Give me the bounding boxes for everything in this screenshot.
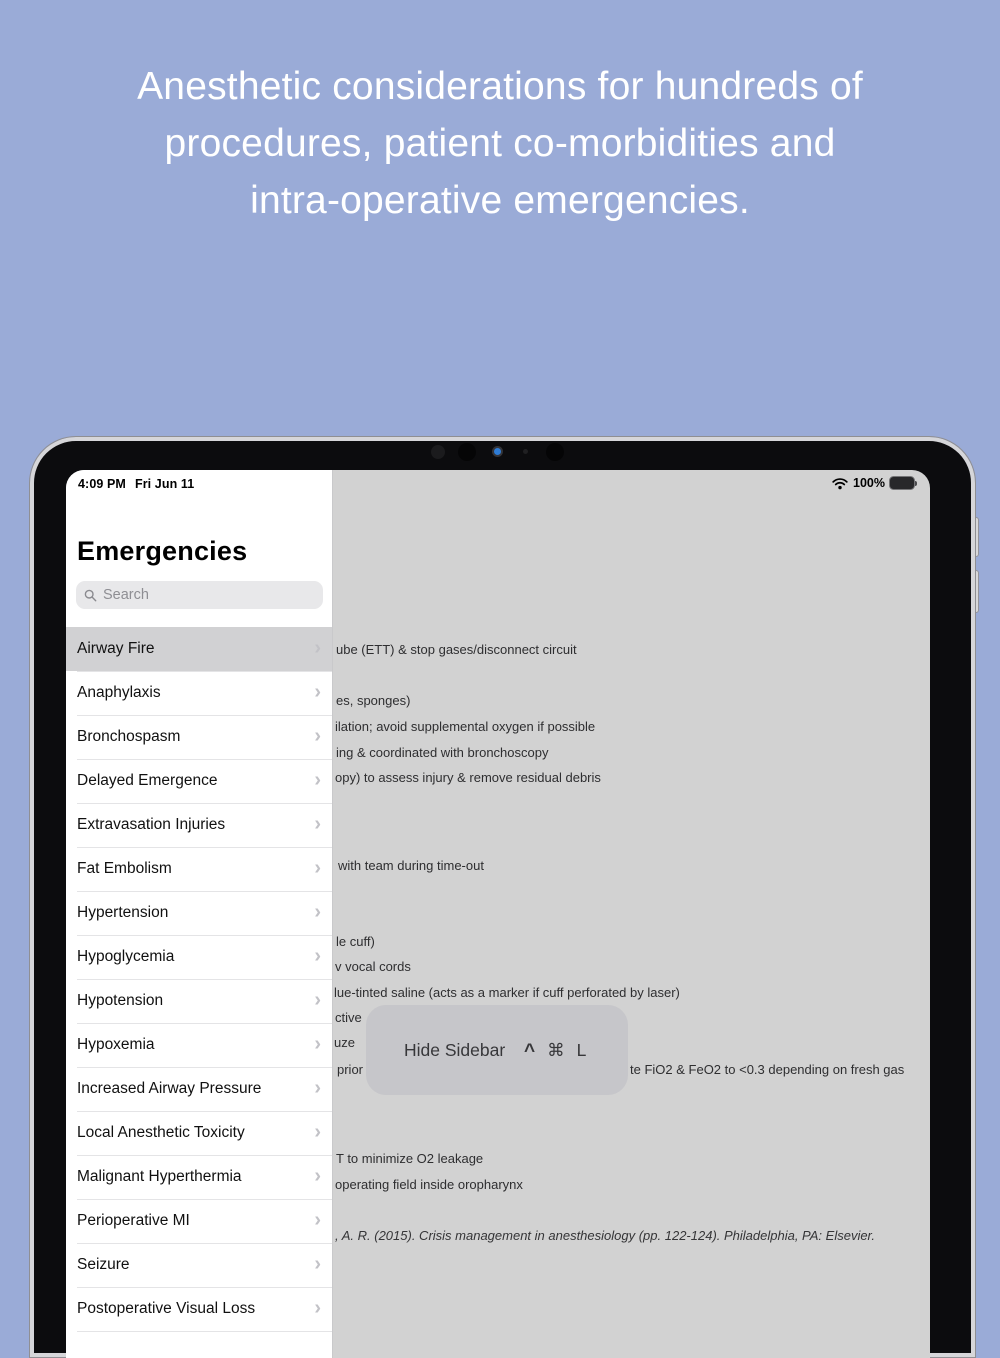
hero-line-2: procedures, patient co-morbidities and bbox=[164, 122, 836, 165]
shortcut-keys bbox=[524, 1005, 586, 1095]
content-text-line: te FiO2 & FeO2 to <0.3 depending on fresh gas bbox=[630, 1062, 905, 1077]
content-text-line: ilation; avoid supplemental oxygen if possible bbox=[335, 719, 596, 734]
chevron-right-icon: › bbox=[314, 945, 321, 967]
status-date: Fri Jun 11 bbox=[134, 477, 195, 491]
chevron-right-icon: › bbox=[314, 989, 321, 1011]
command-key-icon: ⌘ bbox=[547, 1039, 565, 1060]
sidebar bbox=[66, 470, 333, 1358]
search-placeholder: Search bbox=[103, 587, 149, 603]
chevron-right-icon: › bbox=[314, 901, 321, 923]
chevron-right-icon: › bbox=[314, 1077, 321, 1099]
detail-content-pane bbox=[333, 470, 930, 1358]
content-text-line: prior bbox=[337, 1062, 364, 1077]
hero-line-1: Anesthetic considerations for hundreds of bbox=[137, 65, 863, 108]
content-text-line: opy) to assess injury & remove residual debris bbox=[335, 770, 601, 785]
battery-icon bbox=[890, 477, 914, 489]
list-item-extravasation-injuries[interactable]: Extravasation Injuries › bbox=[66, 803, 332, 847]
chevron-right-icon: › bbox=[314, 681, 321, 703]
list-item-delayed-emergence[interactable]: Delayed Emergence › bbox=[66, 759, 332, 803]
search-icon bbox=[84, 589, 97, 602]
chevron-right-icon: › bbox=[314, 1165, 321, 1187]
front-camera-icon bbox=[546, 443, 564, 461]
front-camera-icon bbox=[458, 443, 476, 461]
list-item-hypoxemia[interactable]: Hypoxemia › bbox=[66, 1023, 332, 1067]
hero-headline bbox=[0, 58, 1000, 229]
hide-sidebar-shortcut-popup bbox=[366, 1005, 628, 1095]
battery-percent: 100% bbox=[853, 476, 885, 490]
chevron-right-icon: › bbox=[314, 725, 321, 747]
chevron-right-icon: › bbox=[314, 857, 321, 879]
list-item-hypertension[interactable]: Hypertension › bbox=[66, 891, 332, 935]
list-item-postoperative-visual-loss[interactable]: Postoperative Visual Loss › bbox=[66, 1287, 332, 1331]
content-text-line: v vocal cords bbox=[335, 959, 411, 974]
chevron-right-icon: › bbox=[314, 1209, 321, 1231]
content-text-line: es, sponges) bbox=[336, 693, 411, 708]
list-item-bronchospasm[interactable]: Bronchospasm › bbox=[66, 715, 332, 759]
sidebar-title: Emergencies bbox=[77, 536, 248, 566]
list-item-local-anesthetic-toxicity[interactable]: Local Anesthetic Toxicity › bbox=[66, 1111, 332, 1155]
list-item-anaphylaxis[interactable]: Anaphylaxis › bbox=[66, 671, 332, 715]
search-input[interactable] bbox=[76, 581, 323, 609]
list-item-hypotension[interactable]: Hypotension › bbox=[66, 979, 332, 1023]
sensor-dot-icon bbox=[523, 449, 528, 454]
chevron-right-icon: › bbox=[314, 1121, 321, 1143]
list-item-partial bbox=[66, 1331, 332, 1337]
camera-indicator-icon bbox=[494, 448, 501, 455]
content-text-line: T to minimize O2 leakage bbox=[336, 1151, 484, 1166]
content-text-line: uze bbox=[334, 1035, 355, 1050]
wifi-icon bbox=[832, 477, 848, 490]
content-text-line: operating field inside oropharynx bbox=[335, 1177, 523, 1192]
content-text-line: ctive bbox=[335, 1010, 362, 1025]
list-item-seizure[interactable]: Seizure › bbox=[66, 1243, 332, 1287]
chevron-right-icon: › bbox=[314, 1297, 321, 1319]
reference-citation: , A. R. (2015). Crisis management in anesthesiology (pp. 122-124). Philadelphia, PA: Elsevier. bbox=[335, 1228, 876, 1243]
chevron-right-icon: › bbox=[314, 769, 321, 791]
app-screen bbox=[66, 470, 930, 1358]
l-key-label: L bbox=[576, 1039, 587, 1060]
content-text-line: ube (ETT) & stop gases/disconnect circuit bbox=[336, 642, 577, 657]
list-item-airway-fire[interactable]: Airway Fire › bbox=[66, 627, 332, 671]
hide-sidebar-label: Hide Sidebar bbox=[404, 1039, 506, 1060]
list-item-increased-airway-pressure[interactable]: Increased Airway Pressure › bbox=[66, 1067, 332, 1111]
list-item-perioperative-mi[interactable]: Perioperative MI › bbox=[66, 1199, 332, 1243]
sensor-dot-icon bbox=[431, 445, 445, 459]
chevron-right-icon: › bbox=[314, 1033, 321, 1055]
hero-line-3: intra-operative emergencies. bbox=[250, 179, 750, 222]
list-item-fat-embolism[interactable]: Fat Embolism › bbox=[66, 847, 332, 891]
content-text-line: le cuff) bbox=[336, 934, 375, 949]
content-text-line: ing & coordinated with bronchoscopy bbox=[336, 745, 549, 760]
list-item-malignant-hyperthermia[interactable]: Malignant Hyperthermia › bbox=[66, 1155, 332, 1199]
status-bar-right bbox=[832, 476, 914, 490]
list-item-hypoglycemia[interactable]: Hypoglycemia › bbox=[66, 935, 332, 979]
content-text-line: lue-tinted saline (acts as a marker if cuff perforated by laser) bbox=[334, 985, 680, 1000]
content-text-line: with team during time-out bbox=[338, 858, 484, 873]
status-bar-left bbox=[78, 477, 194, 491]
ipad-device-frame bbox=[30, 437, 975, 1357]
chevron-right-icon: › bbox=[314, 813, 321, 835]
chevron-right-icon: › bbox=[314, 1253, 321, 1275]
emergencies-list bbox=[66, 627, 332, 1337]
control-key-icon: ^ bbox=[524, 1041, 536, 1062]
status-time: 4:09 PM bbox=[78, 477, 126, 491]
chevron-right-icon: › bbox=[314, 637, 321, 659]
